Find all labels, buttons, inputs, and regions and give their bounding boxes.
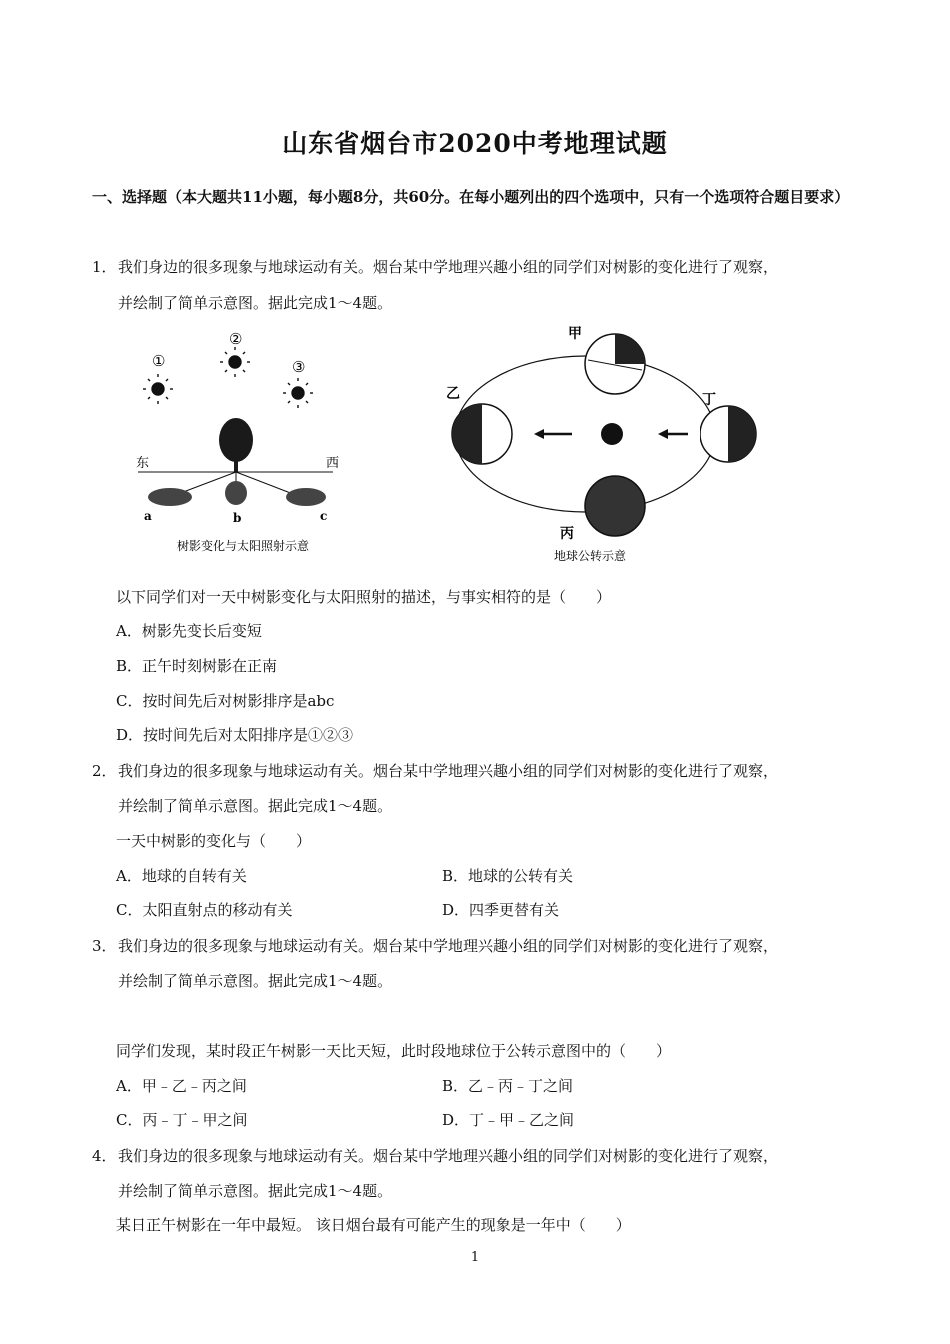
east-label: 东 (136, 456, 150, 471)
question-2-stem: 一天中树影的变化与（ ） (116, 832, 312, 850)
question-2-intro-line1: 我们身边的很多现象与地球运动有关。烟台某中学地理兴趣小组的同学们对树影的变化进行了观察， (118, 762, 779, 780)
sun-icon (601, 423, 623, 445)
page-title: 山东省烟台市2020中考地理试题 (282, 129, 668, 158)
earth-revolution-figure (440, 322, 720, 567)
shadow-label-b: b (233, 511, 242, 525)
figure-caption-left: 树影变化与太阳照射示意 (176, 539, 310, 553)
question-intro-line2: 并绘制了简单示意图。据此完成1～4题。 (118, 294, 393, 312)
tree-shadow-figure (118, 322, 368, 562)
earth-jia (585, 334, 645, 394)
option-1a[interactable]: A．树影先变长后变短 (116, 622, 262, 640)
option-3d[interactable]: D．丁﹣甲﹣乙之间 (442, 1111, 575, 1129)
question-3-intro-line1: 我们身边的很多现象与地球运动有关。烟台某中学地理兴趣小组的同学们对树影的变化进行了观察， (118, 937, 779, 955)
position-yi: 乙 (446, 386, 460, 402)
position-ding: 丁 (702, 392, 716, 408)
option-3a[interactable]: A．甲﹣乙﹣丙之间 (116, 1077, 247, 1095)
page-number: 1 (470, 1250, 480, 1265)
question-4-intro-line1: 我们身边的很多现象与地球运动有关。烟台某中学地理兴趣小组的同学们对树影的变化进行了观察， (118, 1147, 779, 1165)
option-1c[interactable]: C．按时间先后对树影排序是abc (116, 692, 335, 710)
shadow-a (148, 488, 192, 506)
sun-label-3: ③ (292, 358, 306, 376)
figure-caption-right: 地球公转示意 (553, 549, 627, 563)
shadow-label-a: a (144, 509, 152, 523)
question-3-stem: 同学们发现，某时段正午树影一天比天短，此时段地球位于公转示意图中的（ ） (116, 1042, 672, 1060)
option-2d[interactable]: D．四季更替有关 (442, 901, 560, 919)
option-3b[interactable]: B．乙﹣丙﹣丁之间 (442, 1077, 574, 1095)
question-3-intro-line2: 并绘制了简单示意图。据此完成1～4题。 (118, 972, 393, 990)
question-intro-line1: 我们身边的很多现象与地球运动有关。烟台某中学地理兴趣小组的同学们对树影的变化进行了观察， (118, 258, 779, 276)
position-jia: 甲 (568, 326, 582, 342)
shadow-c (286, 488, 326, 506)
earth-bing (585, 476, 645, 536)
question-2-intro-line2: 并绘制了简单示意图。据此完成1～4题。 (118, 797, 393, 815)
sun-icon (283, 378, 313, 408)
sun-label-2: ② (229, 330, 243, 348)
question-4-number: 4． (92, 1147, 117, 1165)
option-2c[interactable]: C．太阳直射点的移动有关 (116, 901, 293, 919)
option-2a[interactable]: A．地球的自转有关 (116, 867, 247, 885)
earth-yi (452, 404, 512, 464)
option-1d[interactable]: D．按时间先后对太阳排序是①②③ (116, 726, 354, 744)
earth-ding-icon (700, 400, 760, 470)
sun-label-1: ① (152, 352, 166, 370)
option-3c[interactable]: C．丙﹣丁﹣甲之间 (116, 1111, 248, 1129)
question-4-intro-line2: 并绘制了简单示意图。据此完成1～4题。 (118, 1182, 393, 1200)
sun-icon (220, 347, 250, 377)
section-heading: 一、选择题（本大题共11小题，每小题8分，共60分。在每小题列出的四个选项中，只有一个选项符合题目要求） (92, 188, 850, 206)
question-1-stem: 以下同学们对一天中树影变化与太阳照射的描述，与事实相符的是（ ） (116, 588, 612, 606)
option-2b[interactable]: B．地球的公转有关 (442, 867, 574, 885)
position-bing: 丙 (560, 526, 574, 542)
question-2-number: 2． (92, 762, 117, 780)
west-label: 西 (326, 456, 340, 471)
question-number: 1． (92, 258, 117, 276)
option-1b[interactable]: B．正午时刻树影在正南 (116, 657, 278, 675)
shadow-b (225, 481, 247, 505)
shadow-label-c: c (320, 509, 328, 523)
question-4-stem: 某日正午树影在一年中最短。 该日烟台最有可能产生的现象是一年中（ ） (116, 1216, 631, 1234)
sun-icon (143, 374, 173, 404)
tree-icon (219, 418, 253, 472)
question-3-number: 3． (92, 937, 117, 955)
